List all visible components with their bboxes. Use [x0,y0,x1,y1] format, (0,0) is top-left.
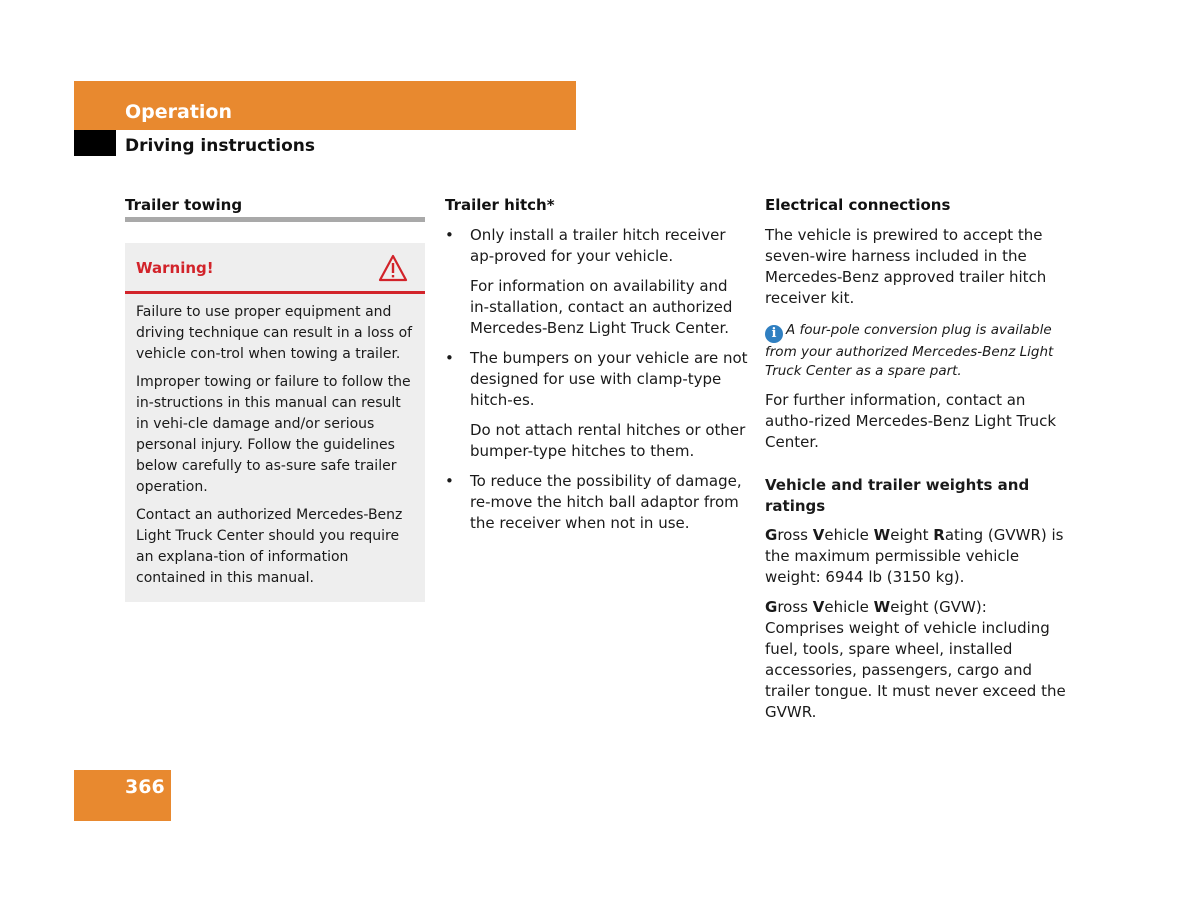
warning-triangle-icon [378,254,408,282]
page-number: 366 [125,776,165,798]
info-note [765,321,1070,380]
bullet-text: To reduce the possibility of damage, re-move the hitch ball adaptor from the receiver when not in use. [470,472,742,532]
warning-paragraph: Contact an authorized Mercedes-Benz Light Truck Center should you require an explana-tion of information contained in this manual. [136,507,403,586]
term-text: ross [777,526,813,544]
warning-label: Warning! [136,259,214,277]
acronym-letter: G [765,526,778,544]
warning-box [125,243,425,602]
warning-header [125,243,425,294]
section-title: Operation [125,101,233,123]
list-item [445,348,750,462]
bullet-followup: Do not attach rental hitches or other bumper-type hitches to them. [470,421,746,460]
gvw-definition [765,597,1070,723]
further-info: For further information, contact an autho-rized Mercedes-Benz Light Truck Center. [765,391,1057,451]
acronym-letter: R [933,526,945,544]
term-text: eight (GVW): [890,598,987,616]
acronym-letter: G [765,598,778,616]
bullet-icon: • [445,472,454,490]
heading-rule [125,217,425,222]
electrical-intro: The vehicle is prewired to accept the seven-wire harness included in the Mercedes-Benz approved trailer hitch receiver kit. [765,226,1047,307]
term-text: ehicle [824,526,874,544]
term-text: ehicle [824,598,874,616]
acronym-letter: W [873,526,891,544]
warning-paragraph: Failure to use proper equipment and driving technique can result in a loss of vehicle con-trol when towing a trailer. [136,304,413,362]
acronym-letter: V [812,598,825,616]
bullet-text: Only install a trailer hitch receiver ap-proved for your vehicle. [470,226,726,265]
info-icon: i [765,325,783,343]
column-electrical-connections [765,195,1070,732]
term-text: ross [777,598,813,616]
term-text: ating (GVWR) is the maximum permissible vehicle weight: 6944 lb (3150 kg). [765,526,1064,586]
acronym-letter: V [812,526,825,544]
list-item [445,471,750,534]
gvwr-definition [765,525,1070,588]
gvw-description: Comprises weight of vehicle including fuel, tools, spare wheel, installed accessories, passengers, cargo and trailer tongue. It must never exceed the GVWR. [765,619,1066,721]
bullet-text: The bumpers on your vehicle are not designed for use with clamp-type hitch-es. [470,349,748,409]
warning-paragraph: Improper towing or failure to follow the in-structions in this manual can result in vehi-cle damage and/or serious personal injury. Follow the guidelines below carefully to as-sure safe trailer operation. [136,374,411,495]
info-note-text: A four-pole conversion plug is available from your authorized Mercedes-Benz Light Truck Center as a spare part. [765,322,1054,379]
trailer-hitch-heading: Trailer hitch* [445,196,555,214]
electrical-connections-heading: Electrical connections [765,196,951,214]
bullet-followup: For information on availability and in-stallation, contact an authorized Mercedes-Benz Light Truck Center. [470,277,733,337]
section-tab-marker [74,130,116,156]
acronym-letter: W [873,598,891,616]
trailer-towing-heading: Trailer towing [125,196,243,214]
list-item [445,225,750,339]
bullet-icon: • [445,226,454,244]
subsection-title: Driving instructions [125,136,316,156]
term-text: eight [890,526,934,544]
weights-ratings-heading: Vehicle and trailer weights and ratings [765,476,1030,515]
column-trailer-towing [125,195,425,602]
column-trailer-hitch [445,195,750,543]
warning-body [125,294,425,589]
bullet-icon: • [445,349,454,367]
